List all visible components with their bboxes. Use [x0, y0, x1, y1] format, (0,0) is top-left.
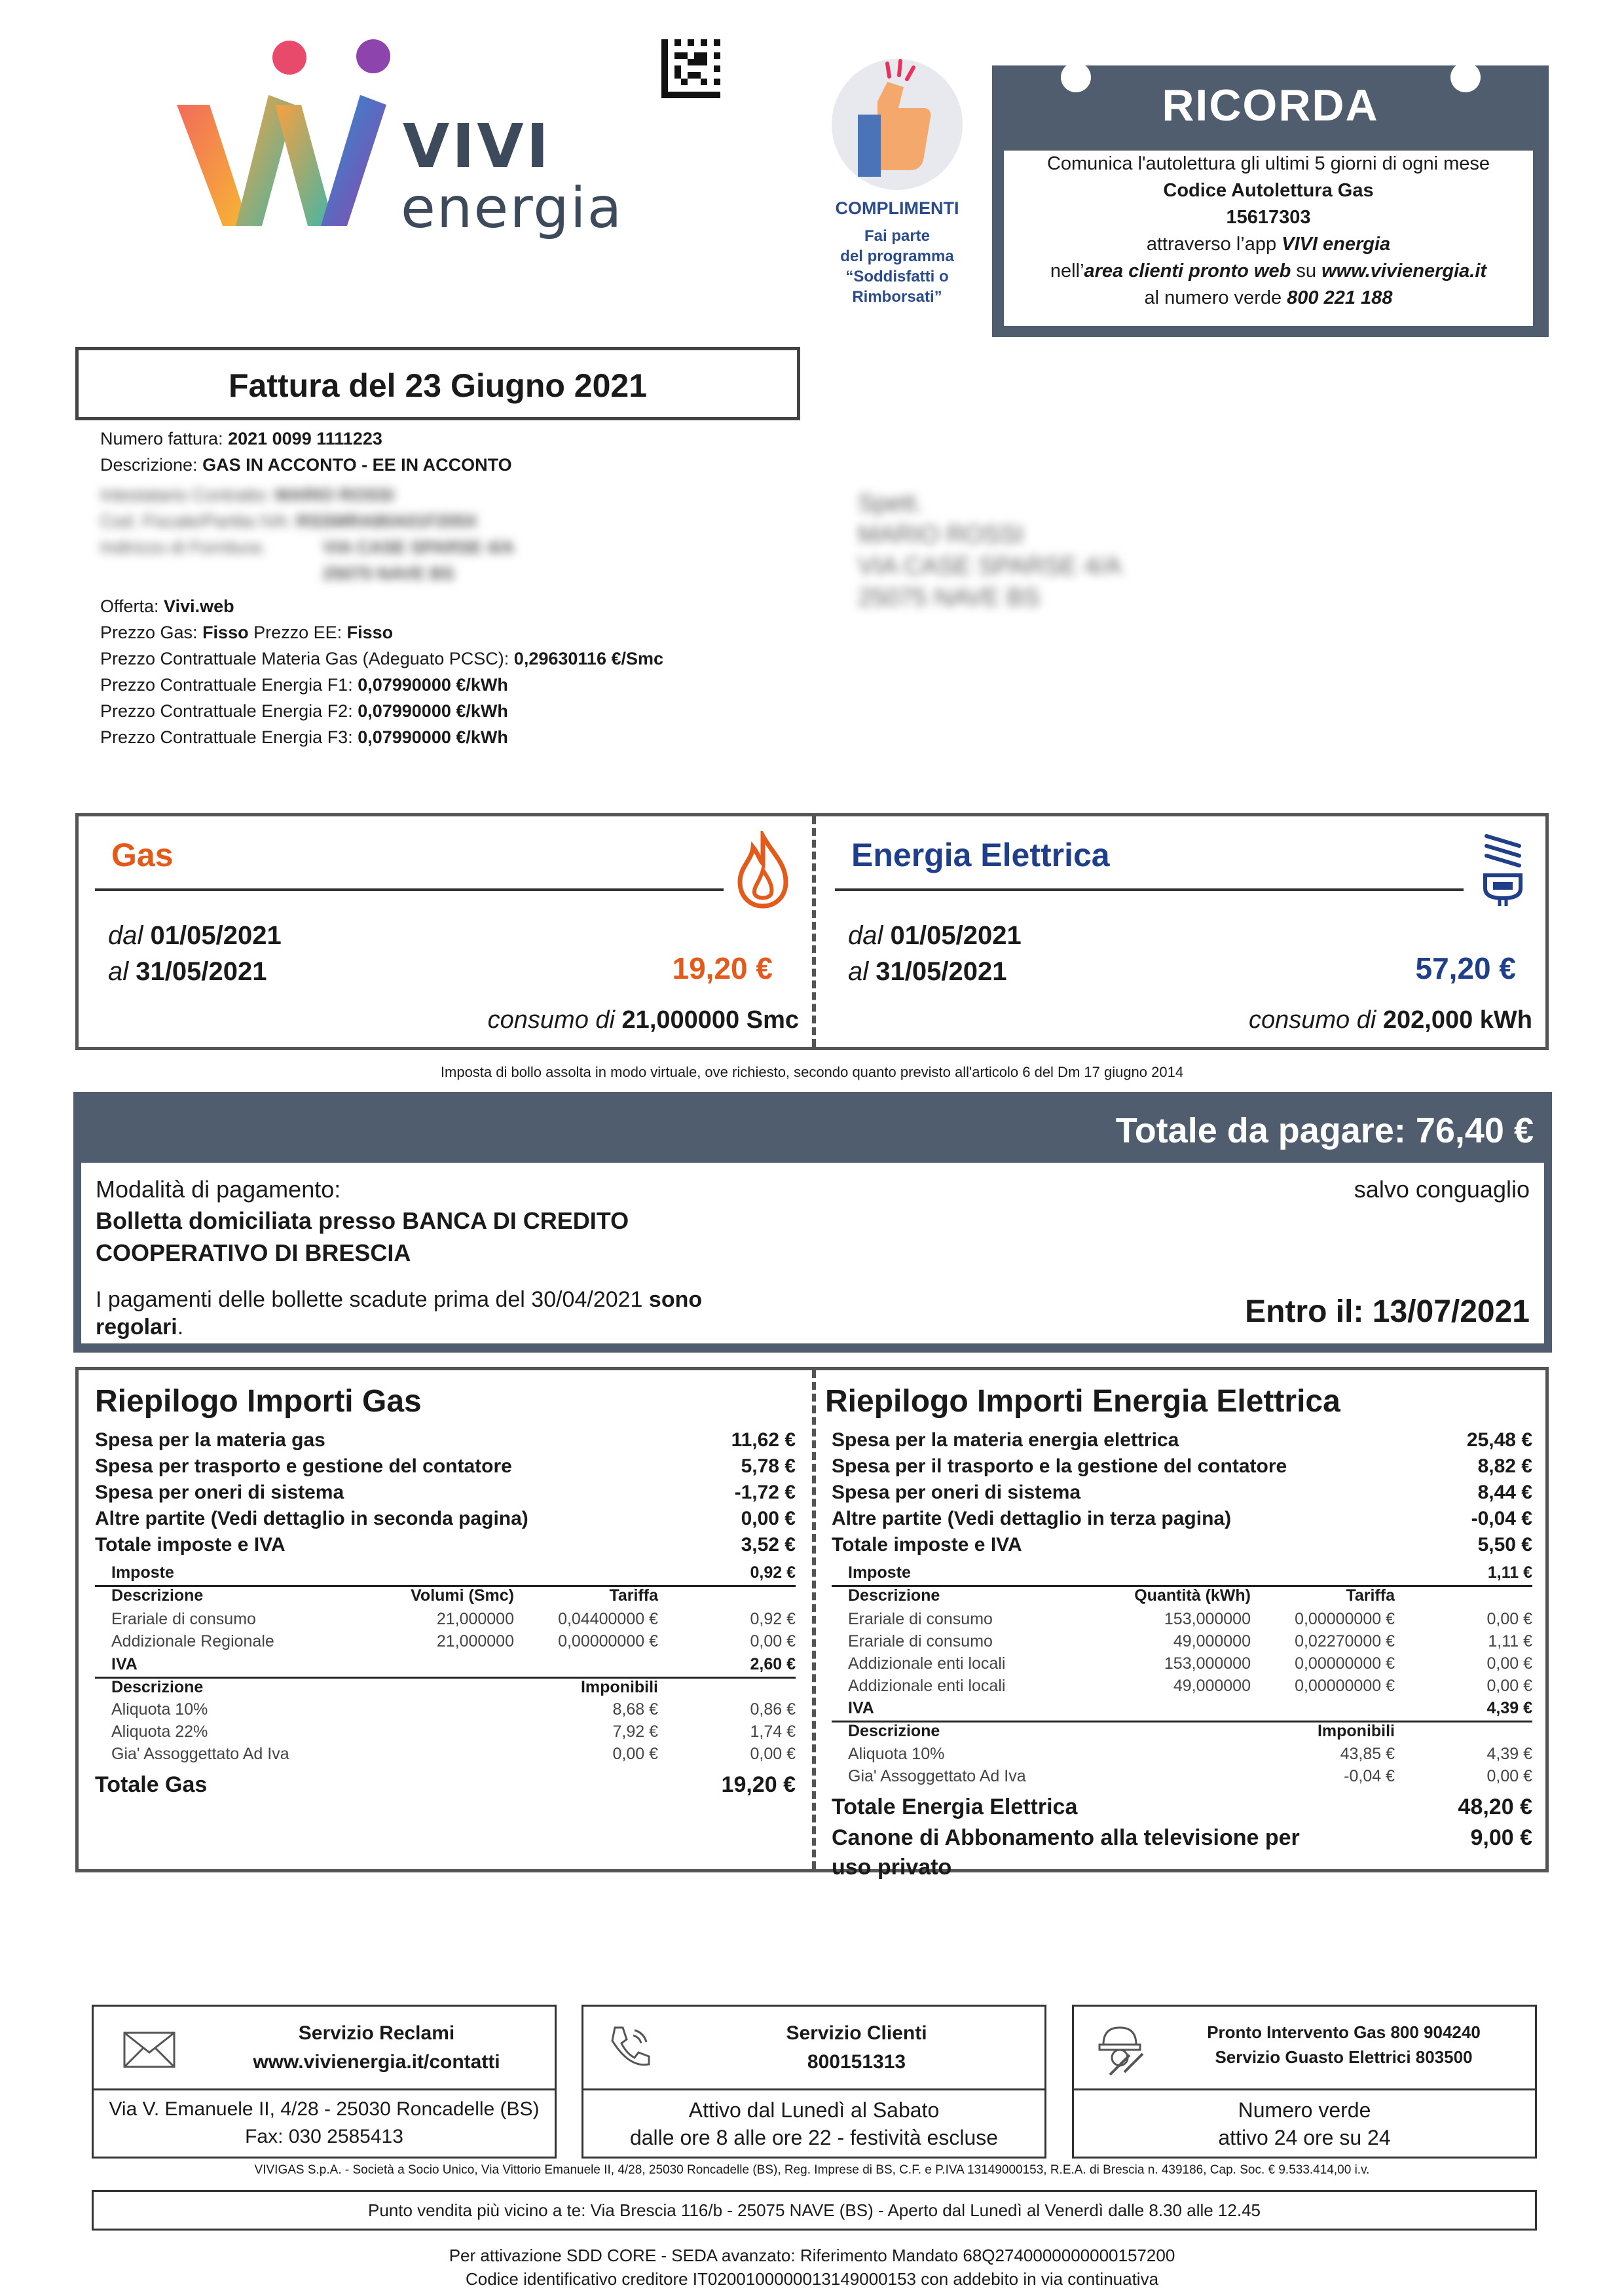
- label: Prezzo Contrattuale Energia F3:: [100, 727, 358, 747]
- price-row: [100, 698, 821, 724]
- cell-tariff: 0,02270000 €: [1295, 1632, 1395, 1650]
- col-desc: Descrizione: [111, 1678, 204, 1696]
- cell-amount: 4,39 €: [1486, 1745, 1532, 1763]
- col-tariff: Tariffa: [609, 1586, 658, 1605]
- label: consumo di: [1248, 1006, 1383, 1034]
- cell-amount: 0,00 €: [750, 1632, 796, 1650]
- invoice-title: Fattura del 23 Giugno 2021: [228, 367, 648, 404]
- value: 19,20 €: [721, 1772, 796, 1797]
- row-value: -1,72 €: [734, 1482, 796, 1503]
- ricorda-text: nell’: [1050, 261, 1084, 282]
- ee-tax-row: [832, 1610, 1532, 1632]
- value: 2,60 €: [750, 1655, 796, 1673]
- cell-tariff: 0,04400000 €: [558, 1610, 658, 1628]
- label: consumo di: [487, 1006, 622, 1034]
- cell-amount: 0,00 €: [1486, 1677, 1532, 1695]
- gas-tax-row: [95, 1610, 796, 1632]
- row-label: Spesa per la materia gas: [95, 1429, 325, 1451]
- pronto-gas: Pronto Intervento Gas 800 904240: [1207, 2022, 1481, 2042]
- label: Numero fattura:: [100, 429, 229, 448]
- satisfaction-badge: [825, 56, 969, 318]
- sdd-reference: Per attivazione SDD CORE - SEDA avanzato: Riferimento Mandato 68Q2740000000000157200: [449, 2246, 1175, 2265]
- label: Prezzo EE:: [248, 623, 347, 642]
- summary-row: [95, 1534, 796, 1560]
- row-label: Spesa per oneri di sistema: [832, 1482, 1081, 1503]
- ricorda-area: area clienti pronto web: [1084, 261, 1291, 282]
- row-value: 25,48 €: [1466, 1429, 1532, 1451]
- col-desc: Descrizione: [848, 1722, 940, 1740]
- ee-amount: 57,20 €: [1415, 951, 1516, 985]
- value: 01/05/2021: [150, 921, 282, 950]
- price-row: [100, 646, 821, 672]
- value: MARIO ROSSI: [275, 485, 394, 505]
- due-date: [1245, 1294, 1530, 1330]
- value: 0,07990000 €/kWh: [358, 727, 508, 747]
- summary-row: [832, 1508, 1532, 1534]
- gas-iva-row: [95, 1745, 796, 1767]
- badge-line: “Soddisfatti o: [845, 268, 949, 285]
- ricorda-phone: 800 221 188: [1287, 287, 1393, 308]
- summary-box: [75, 1367, 1549, 1880]
- label: dal: [108, 921, 151, 950]
- sales-point-box: [92, 2190, 1537, 2231]
- cell-volume: 49,000000: [1173, 1677, 1251, 1695]
- summary-divider: [812, 1370, 816, 1869]
- recipient-address: [858, 488, 1122, 613]
- gas-consumption: [488, 1006, 799, 1034]
- cell-desc: Erariale di consumo: [111, 1610, 256, 1628]
- cell-desc: Gia' Assoggettato Ad Iva: [111, 1745, 289, 1763]
- ee-iva-row: [832, 1745, 1532, 1767]
- cell-desc: Addizionale Regionale: [111, 1632, 274, 1650]
- cell-amount: 0,86 €: [750, 1700, 796, 1719]
- clienti-number: 800151313: [807, 2051, 906, 2073]
- gas-period-to: [108, 957, 267, 987]
- value: Vivi.web: [164, 596, 234, 616]
- pronto-hours-2: attivo 24 ore su 24: [1218, 2126, 1391, 2149]
- gas-taxes-header: [95, 1563, 796, 1584]
- envelope-icon: [123, 2032, 175, 2068]
- ricorda-text: su: [1291, 261, 1322, 282]
- summary-row: [832, 1429, 1532, 1455]
- gas-rule: [95, 888, 724, 891]
- value: 0,07990000 €/kWh: [358, 701, 508, 721]
- pronto-hours-1: Numero verde: [1238, 2098, 1371, 2122]
- summary-row: [95, 1508, 796, 1534]
- row-value: -0,04 €: [1471, 1508, 1532, 1529]
- value: 0,92 €: [750, 1563, 796, 1582]
- label: al: [848, 957, 876, 986]
- label: IVA: [111, 1655, 138, 1673]
- value: 31/05/2021: [876, 957, 1007, 986]
- creditor-id: Codice identificativo creditore IT0200100000013149000153 con addebito in via continuativa: [465, 2269, 1159, 2289]
- supply-summary: [75, 813, 1549, 1050]
- value: 4,39 €: [1486, 1699, 1532, 1717]
- pronto-box: [1072, 2005, 1537, 2159]
- ee-taxes-columns: [832, 1586, 1532, 1607]
- clienti-hours-1: Attivo dal Lunedì al Sabato: [688, 2098, 940, 2122]
- gas-total: [95, 1772, 796, 1798]
- salvo-conguaglio: salvo conguaglio: [1354, 1176, 1530, 1203]
- summary-row: [832, 1455, 1532, 1482]
- row-label: Totale imposte e IVA: [832, 1534, 1022, 1556]
- datamatrix-code: [661, 39, 720, 98]
- technician-icon: [1090, 2018, 1149, 2077]
- col-quantity: Quantità (kWh): [1134, 1586, 1251, 1605]
- value: 01/05/2021: [890, 921, 1022, 950]
- phone-icon: [603, 2021, 655, 2073]
- ee-summary-title: Riepilogo Importi Energia Elettrica: [825, 1384, 1340, 1419]
- offer-row: [100, 593, 821, 619]
- stamp-duty-note: Imposta di bollo assolta in modo virtuale, ove richiesto, secondo quanto previsto all'articolo 6 del Dm 17 giugno 2014: [440, 1064, 1184, 1080]
- cell-desc: Addizionale enti locali: [848, 1654, 1006, 1673]
- logo-energia: energia: [401, 175, 623, 241]
- flame-icon: [733, 831, 792, 909]
- line: VIA CASE SPARSE 4/A: [323, 538, 515, 557]
- gas-period-from: [108, 921, 282, 951]
- cell-taxable: 0,00 €: [612, 1745, 658, 1763]
- badge-line: Rimborsati”: [852, 288, 942, 306]
- legal-info: VIVIGAS S.p.A. - Società a Socio Unico, Via Vittorio Emanuele II, 4/28, 25030 Roncadelle (BS), Reg. Imprese di BS, C.F. e P.IVA 13149000153, R.E.A. di Brescia n. 439186, Cap. Soc. € 9.533.414,00 i.v.: [254, 2163, 1370, 2177]
- cell-amount: 1,11 €: [1488, 1632, 1532, 1650]
- value: 0,29630116 €/Smc: [513, 649, 664, 668]
- value: RSSMRA80A01F205X: [296, 511, 477, 531]
- ricorda-body: [1004, 151, 1533, 326]
- cell-desc: Gia' Assoggettato Ad Iva: [848, 1767, 1026, 1785]
- cell-amount: 0,00 €: [750, 1745, 796, 1763]
- reclami-header: [94, 2007, 555, 2090]
- ricorda-line: [1004, 285, 1533, 312]
- reclami-address: Via V. Emanuele II, 4/28 - 25030 Roncadelle (BS): [109, 2098, 540, 2120]
- cell-volume: 153,000000: [1164, 1654, 1251, 1673]
- value: 1,11 €: [1487, 1563, 1532, 1582]
- cell-amount: 0,00 €: [1486, 1767, 1532, 1785]
- label: Prezzo Contrattuale Energia F1:: [100, 675, 358, 695]
- cell-tariff: 0,00000000 €: [1295, 1677, 1395, 1695]
- label: Indirizzo di Fornitura:: [100, 538, 266, 557]
- ricorda-code: 15617303: [1226, 207, 1311, 228]
- cell-taxable: -0,04 €: [1344, 1767, 1395, 1785]
- gas-iva-columns: [95, 1678, 796, 1699]
- label: Imposte: [848, 1563, 911, 1582]
- gas-summary-title: Riepilogo Importi Gas: [95, 1384, 422, 1419]
- label: Canone di Abbonamento alla televisione per: [832, 1825, 1300, 1850]
- value: 21,000000 Smc: [621, 1006, 799, 1034]
- row-label: Spesa per oneri di sistema: [95, 1482, 344, 1503]
- label: Cod. Fiscale/Partita IVA:: [100, 511, 292, 531]
- label: Totale Gas: [95, 1772, 208, 1797]
- ee-period-to: [848, 957, 1006, 987]
- label: Totale Energia Elettrica: [832, 1795, 1078, 1819]
- line: Spett.: [858, 490, 923, 517]
- col-desc: Descrizione: [111, 1586, 204, 1605]
- reclami-title: Servizio Reclami: [298, 2022, 455, 2044]
- col-desc: Descrizione: [848, 1586, 940, 1605]
- value: 2021 0099 1111223: [228, 429, 382, 448]
- logo: [157, 33, 623, 242]
- row-value: 11,62 €: [731, 1429, 796, 1451]
- summary-row: [832, 1534, 1532, 1560]
- value: GAS IN ACCONTO - EE IN ACCONTO: [202, 455, 512, 475]
- ee-rule: [835, 888, 1464, 891]
- ee-total: [832, 1795, 1532, 1821]
- cell-amount: 0,00 €: [1486, 1654, 1532, 1673]
- cell-amount: 0,92 €: [750, 1610, 796, 1628]
- cell-taxable: 7,92 €: [612, 1722, 658, 1741]
- cell-desc: Aliquota 10%: [111, 1700, 208, 1719]
- gas-iva-row: [95, 1700, 796, 1722]
- badge-line: Fai parte: [864, 227, 931, 245]
- summary-row: [95, 1455, 796, 1482]
- row-label: Altre partite (Vedi dettaglio in seconda pagina): [95, 1508, 528, 1529]
- cell-desc: Addizionale enti locali: [848, 1677, 1006, 1695]
- price-row: [100, 724, 821, 750]
- value: 48,20 €: [1458, 1795, 1532, 1819]
- ricorda-app: VIVI energia: [1282, 234, 1391, 255]
- ricorda-title: RICORDA: [1162, 81, 1379, 130]
- pronto-ee: Servizio Guasto Elettrici 803500: [1215, 2047, 1473, 2067]
- label: IVA: [848, 1699, 874, 1717]
- label: Descrizione:: [100, 455, 203, 475]
- reclami-url[interactable]: www.vivienergia.it/contatti: [253, 2051, 500, 2073]
- total-body: [81, 1163, 1544, 1343]
- invoice-number: [100, 426, 821, 452]
- label: Offerta:: [100, 596, 164, 616]
- line: 25075 NAVE BS: [858, 584, 1041, 611]
- line: 25075 NAVE BS: [323, 564, 454, 583]
- cell-desc: Aliquota 22%: [111, 1722, 208, 1741]
- value: 13/07/2021: [1372, 1294, 1530, 1329]
- total-panel: [73, 1092, 1552, 1353]
- plug-icon: [1473, 829, 1532, 908]
- sales-point: Punto vendita più vicino a te: Via Brescia 116/b - 25075 NAVE (BS) - Aperto dal Lunedì al Venerdì dalle 8.30 alle 12.45: [368, 2200, 1261, 2220]
- label: al: [108, 957, 136, 986]
- invoice-description: [100, 452, 821, 478]
- cell-volume: 49,000000: [1173, 1632, 1251, 1650]
- logo-vivi: VIVI: [403, 111, 551, 181]
- ee-tax-row: [832, 1677, 1532, 1699]
- payment-status-1: [96, 1287, 702, 1313]
- ee-consumption: [1249, 1006, 1532, 1034]
- invoice-title-box: [75, 347, 800, 420]
- line: VIA CASE SPARSE 4/A: [858, 553, 1122, 580]
- logo-w-mark: [157, 33, 406, 242]
- payment-method-label: Modalità di pagamento:: [96, 1176, 341, 1203]
- col-tariff: Tariffa: [1346, 1586, 1395, 1605]
- text: .: [177, 1315, 184, 1339]
- line: MARIO ROSSI: [858, 521, 1024, 549]
- ricorda-website[interactable]: www.vivienergia.it: [1321, 261, 1487, 282]
- label: Intestatario Contratto:: [100, 485, 270, 505]
- ee-tax-row: [832, 1632, 1532, 1654]
- badge-title: COMPLIMENTI: [835, 198, 959, 218]
- total-amount: Totale da pagare: 76,40 €: [1115, 1111, 1534, 1150]
- value: 0,07990000 €/kWh: [358, 675, 508, 695]
- address-value: [323, 534, 515, 587]
- reclami-box: [92, 2005, 557, 2159]
- cell-tariff: 0,00000000 €: [558, 1632, 658, 1650]
- col-taxable: Imponibili: [580, 1678, 658, 1696]
- ricorda-line: [1004, 231, 1533, 258]
- reclami-fax: Fax: 030 2585413: [245, 2126, 403, 2147]
- payment-method-2: COOPERATIVO DI BRESCIA: [96, 1239, 411, 1266]
- text: I pagamenti delle bollette scadute prima del 30/04/2021: [96, 1287, 649, 1312]
- cell-desc: Erariale di consumo: [848, 1610, 993, 1628]
- text-bold: regolari: [96, 1315, 177, 1339]
- row-value: 5,78 €: [741, 1455, 796, 1477]
- value: Fisso: [202, 623, 249, 642]
- row-value: 3,52 €: [741, 1534, 796, 1556]
- gas-taxes-columns: [95, 1586, 796, 1607]
- ee-title: Energia Elettrica: [851, 837, 1110, 873]
- label: Entro il:: [1245, 1294, 1373, 1329]
- payment-status-2: [96, 1315, 183, 1340]
- label: Imposte: [111, 1563, 174, 1582]
- row-label: Spesa per la materia energia elettrica: [832, 1429, 1179, 1451]
- col-volume: Volumi (Smc): [411, 1586, 514, 1605]
- cell-taxable: 43,85 €: [1340, 1745, 1395, 1763]
- value: 9,00 €: [1470, 1825, 1532, 1850]
- row-label: Totale imposte e IVA: [95, 1534, 286, 1556]
- label: uso privato: [832, 1855, 952, 1880]
- holder-row: [100, 482, 821, 508]
- label: dal: [848, 921, 891, 950]
- cell-tariff: 0,00000000 €: [1295, 1654, 1395, 1673]
- thumbs-up-icon: [825, 56, 969, 193]
- clienti-hours-2: dalle ore 8 alle ore 22 - festività escluse: [629, 2126, 999, 2149]
- row-value: 8,82 €: [1477, 1455, 1532, 1477]
- label: Prezzo Contrattuale Energia F2:: [100, 701, 358, 721]
- row-value: 5,50 €: [1477, 1534, 1532, 1556]
- value: 202,000 kWh: [1382, 1006, 1532, 1034]
- ee-iva-header: [832, 1699, 1532, 1720]
- invoice-details: [100, 426, 821, 750]
- ricorda-code-label: Codice Autolettura Gas: [1163, 180, 1374, 201]
- summary-row: [95, 1429, 796, 1455]
- ricorda-line: [1004, 258, 1533, 285]
- gas-amount: 19,20 €: [672, 951, 773, 985]
- cell-volume: 21,000000: [436, 1632, 514, 1650]
- row-value: 8,44 €: [1477, 1482, 1532, 1503]
- cell-desc: Aliquota 10%: [848, 1745, 945, 1763]
- supply-divider: [812, 816, 816, 1047]
- value: Fisso: [346, 623, 394, 642]
- ee-iva-columns: [832, 1722, 1532, 1743]
- summary-row: [832, 1482, 1532, 1508]
- text-bold: sono: [648, 1287, 703, 1312]
- price-type-row: [100, 619, 821, 646]
- row-label: Spesa per trasporto e gestione del contatore: [95, 1455, 512, 1477]
- address-row: [100, 534, 821, 587]
- value: 31/05/2021: [136, 957, 267, 986]
- gas-iva-row: [95, 1722, 796, 1745]
- col-taxable: Imponibili: [1317, 1722, 1395, 1740]
- payment-method-1: Bolletta domiciliata presso BANCA DI CREDITO: [96, 1207, 629, 1234]
- fiscal-row: [100, 508, 821, 534]
- ee-taxes-header: [832, 1563, 1532, 1584]
- cell-amount: 1,74 €: [750, 1722, 796, 1741]
- ricorda-panel: [992, 65, 1549, 337]
- cell-volume: 153,000000: [1164, 1610, 1251, 1628]
- ricorda-line: Comunica l'autolettura gli ultimi 5 giorni di ogni mese: [1046, 153, 1490, 174]
- clienti-header: [583, 2007, 1044, 2090]
- gas-title: Gas: [111, 837, 174, 873]
- ee-period-from: [848, 921, 1022, 951]
- price-row: [100, 672, 821, 698]
- ricorda-text: attraverso l’app: [1146, 234, 1282, 255]
- label: Prezzo Gas:: [100, 623, 203, 642]
- ee-summary: [825, 1377, 1536, 1880]
- cell-volume: 21,000000: [436, 1610, 514, 1628]
- gas-iva-header: [95, 1655, 796, 1676]
- badge-text: [812, 226, 982, 307]
- cell-tariff: 0,00000000 €: [1295, 1610, 1395, 1628]
- cell-taxable: 8,68 €: [612, 1700, 658, 1719]
- tv-fee: [832, 1823, 1532, 1882]
- row-label: Spesa per il trasporto e la gestione del contatore: [832, 1455, 1287, 1477]
- cell-amount: 0,00 €: [1486, 1610, 1532, 1628]
- row-label: Altre partite (Vedi dettaglio in terza pagina): [832, 1508, 1232, 1529]
- ee-iva-row: [832, 1767, 1532, 1789]
- clienti-title: Servizio Clienti: [786, 2022, 927, 2044]
- ee-tax-row: [832, 1654, 1532, 1677]
- badge-line: del programma: [840, 247, 954, 265]
- cell-desc: Erariale di consumo: [848, 1632, 993, 1650]
- clienti-box: [581, 2005, 1046, 2159]
- label: Prezzo Contrattuale Materia Gas (Adeguato PCSC):: [100, 649, 514, 668]
- ricorda-text: al numero verde: [1144, 287, 1287, 308]
- summary-row: [95, 1482, 796, 1508]
- pronto-header: [1074, 2007, 1535, 2090]
- gas-summary: [95, 1377, 802, 1868]
- gas-tax-row: [95, 1632, 796, 1654]
- row-value: 0,00 €: [741, 1508, 796, 1529]
